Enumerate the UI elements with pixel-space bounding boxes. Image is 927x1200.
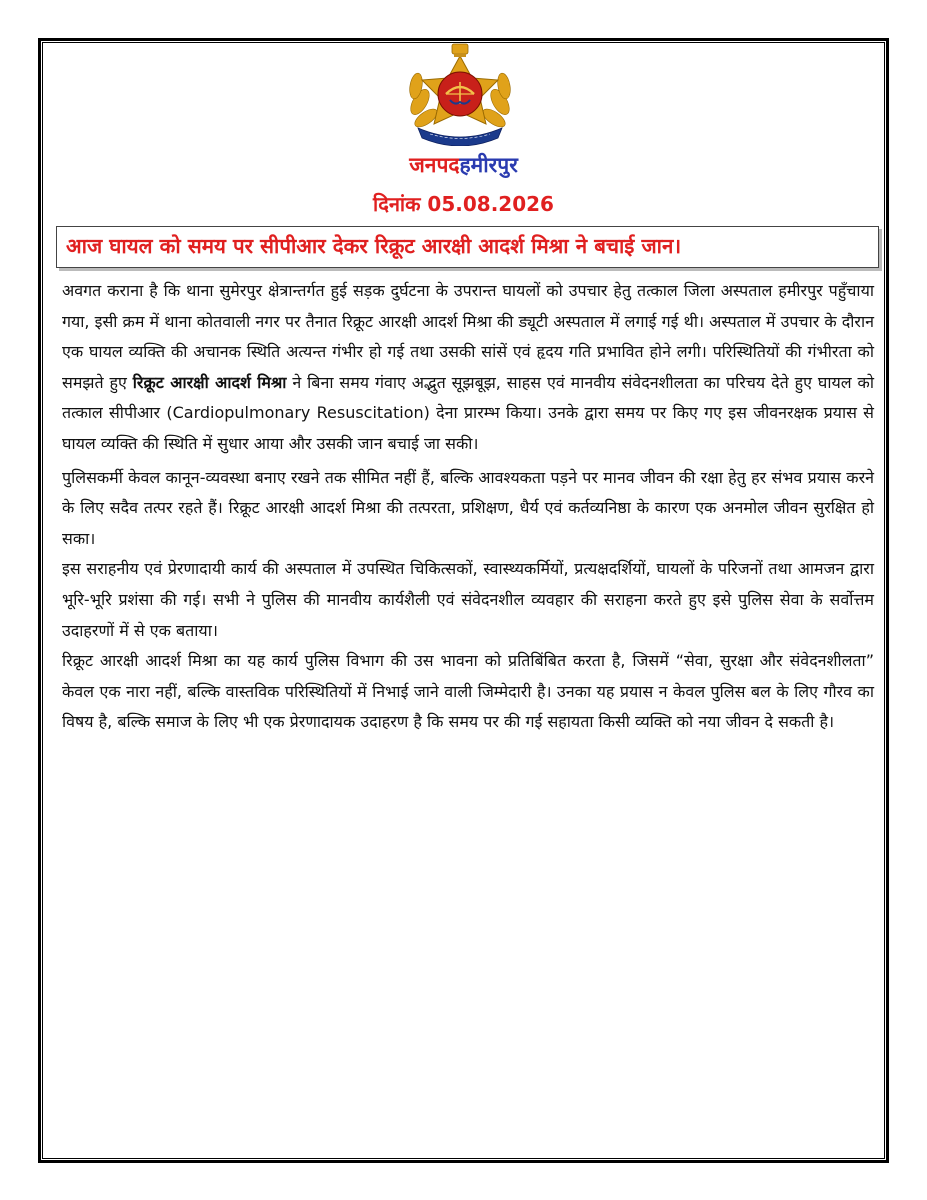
paragraph-3: इस सराहनीय एवं प्रेरणादायी कार्य की अस्पताल में उपस्थित चिकित्सकों, स्वास्थ्यकर्मियों, प्रत्यक्षदर्शियों, घायलों के परिजनों तथा आमजन द्वारा भूरि-भूरि प्रशंसा की गई। सभी ने पुलिस की मानवीय कार्यशैली एवं संवेदनशील व्यवहार की सराहना करते हुए इसे पुलिस सेवा के सर्वोत्तम उदाहरणों में से एक बताया। (62, 559, 874, 640)
date-label: दिनांक 05.08.2026 (373, 192, 554, 216)
paragraph-2: पुलिसकर्मी केवल कानून-व्यवस्था बनाए रखने तक सीमित नहीं हैं, बल्कि आवश्यकता पड़ने पर मानव जीवन की रक्षा हेतु हर संभव प्रयास करने के लिए सदैव तत्पर रहते हैं। रिक्रूट आरक्षी आदर्श मिश्रा की तत्परता, प्रशिक्षण, धैर्य एवं कर्तव्यनिष्ठा के कारण एक अनमोल जीवन सुरक्षित हो सका। (62, 467, 874, 548)
headline: आज घायल को समय पर सीपीआर देकर रिक्रूट आरक्षी आदर्श मिश्रा ने बचाई जान। (66, 234, 682, 258)
press-release-body (62, 276, 874, 738)
district-word: जनपद (409, 153, 460, 177)
district-name: हमीरपुर (459, 153, 518, 177)
paragraph-1 (62, 276, 874, 460)
paragraph-1-start: अवगत कराना है कि थाना सुमेरपुर क्षेत्रान्तर्गत हुई सड़क दुर्घटना के उपरान्त घायलों को उपचार हेतु तत्काल जिला अस्पताल हमीरपुर पहुँचाया गया, इसी क्रम में थाना कोतवाली नगर पर तैनात रिक्रूट आरक्षी आदर्श मिश्रा की ड्यूटी अस्पताल में लगाई गई थी। अस्पताल में उपचार के दौरान एक घायल व्यक्ति की अचानक स्थिति अत्यन्त गंभीर हो गई तथा उसकी सांसें एवं हृदय गति प्रभावित होने लगी। परिस्थितियों की गंभीरता को समझते हुए (62, 281, 874, 392)
district-heading (0, 151, 927, 179)
paragraph-1-bold-name: रिक्रूट आरक्षी आदर्श मिश्रा (132, 372, 287, 392)
up-police-emblem-icon (400, 42, 520, 146)
paragraph-1-end: ने बिना समय गंवाए अद्भुत सूझबूझ, साहस एवं मानवीय संवेदनशीलता का परिचय देते हुए घायल को तत्काल सीपीआर (Cardiopulmonary Resuscitation) देना प्रारम्भ किया। उनके द्वारा समय पर किए गए इस जीवनरक्षक प्रयास से घायल व्यक्ति की स्थिति में सुधार आया और उसकी जान बचाई जा सकी। (62, 372, 874, 453)
paragraph-4: रिक्रूट आरक्षी आदर्श मिश्रा का यह कार्य पुलिस विभाग की उस भावना को प्रतिबिंबित करता है, जिसमें “सेवा, सुरक्षा और संवेदनशीलता” केवल एक नारा नहीं, बल्कि वास्तविक परिस्थितियों में निभाई जाने वाली जिम्मेदारी है। उनका यह प्रयास न केवल पुलिस बल के लिए गौरव का विषय है, बल्कि समाज के लिए भी एक प्रेरणादायक उदाहरण है कि समय पर की गई सहायता किसी व्यक्ति को नया जीवन दे सकती है। (62, 651, 874, 732)
